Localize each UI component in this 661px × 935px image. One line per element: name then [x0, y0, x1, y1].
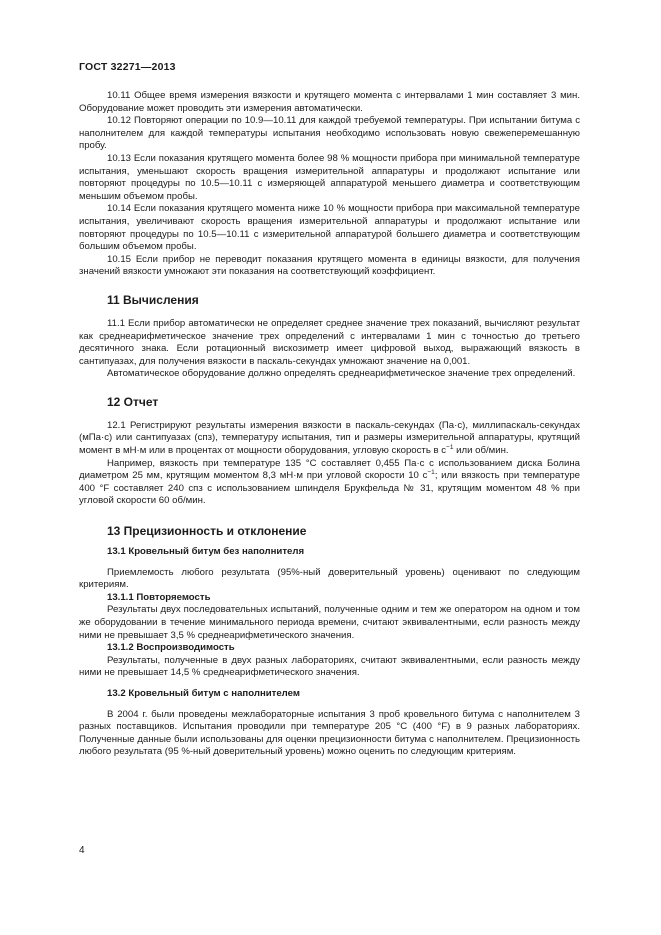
paragraph-13-1: Приемлемость любого результата (95%-ный доверительный уровень) оценивают по следующим критериям.: [79, 566, 580, 591]
paragraph-11-1: 11.1 Если прибор автоматически не определяет среднее значение трех показаний, вычисляют результат как среднеарифметическое значение трех определений с интервалами 1 мин с точностью до третьего десятичного знака. Если ротационный вискозиметр имеет цифровой выход, выражающий вязкость в сантипуазах, для получения вязкости в паскаль-секундах умножают значение на 0,001.: [79, 317, 580, 367]
paragraph-10-13: 10.13 Если показания крутящего момента более 98 % мощности прибора при минимальной температуре испытания, уменьшают скорость вращения измерительной аппаратуры и продолжают испытание или повторяют процедуры по 10.5—10.11 с измеряющей аппаратурой меньшего диаметра и соответствующим меньшим объемом пробы.: [79, 152, 580, 202]
paragraph-12-1: [79, 420, 580, 458]
paragraph-10-14: 10.14 Если показания крутящего момента ниже 10 % мощности прибора при максимальной температуре испытания, увеличивают скорость вращения измерительной аппаратуры и продолжают испытание или повторяют процедуры по 10.5—10.11 с измерительной аппаратурой большего диаметра и соответствующим большим объемом пробы.: [79, 203, 580, 253]
page-number: 4: [79, 845, 85, 856]
paragraph-12-example-b: ; или вязкость при температуре 400 °F составляет 240 спз с использованием шпинделя Брукфельда № 31, крутящим моментом 48 % при угловой скорости 60 об/мин.: [79, 470, 580, 507]
section-13-1-title: 13.1 Кровельный битум без наполнителя: [107, 546, 305, 558]
paragraph-10-12: 10.12 Повторяют операции по 10.9—10.11 для каждой требуемой температуры. При испытании битума с наполнителем для каждой температуры испытания необходимо использовать новую свежеперемешанную пробу.: [79, 115, 580, 152]
page-content: [79, 90, 580, 759]
section-13-2-title: 13.2 Кровельный битум с наполнителем: [107, 687, 300, 699]
paragraph-12-1-end: или об/мин.: [453, 445, 509, 457]
paragraph-13-1-2: Результаты, полученные в двух разных лабораториях, считают эквивалентными, если разность между ними не превышает 14,5 % среднеарифметического значения.: [79, 654, 580, 679]
section-13-title: 13 Прецизионность и отклонение: [107, 524, 307, 539]
section-13-1-2-title: 13.1.2 Воспроизводимость: [107, 642, 235, 654]
paragraph-12-example-a: Например, вязкость при температуре 135 °С составляет 0,455 Па·с с использованием диска Болина диаметром 25 мм, крутящим моментом 8,3 мН·м при угловой скорости 10 с: [79, 457, 580, 482]
section-11-title: 11 Вычисления: [107, 292, 199, 307]
paragraph-10-11: 10.11 Общее время измерения вязкости и крутящего момента с интервалами 1 мин составляет 3 мин. Оборудование может проводить эти измерения автоматически.: [79, 90, 580, 114]
section-12-title: 12 Отчет: [107, 394, 159, 409]
paragraph-12-example-sup: −1: [427, 469, 435, 477]
standard-header: ГОСТ 32271—2013: [79, 61, 176, 73]
paragraph-12-example: [79, 458, 580, 508]
paragraph-10-15: 10.15 Если прибор не переводит показания крутящего момента в единицы вязкости, для получения значений вязкости умножают эти показания на соответствующий коэффициент.: [79, 253, 580, 278]
paragraph-12-1-sup: −1: [446, 443, 454, 451]
paragraph-13-1-1: Результаты двух последовательных испытаний, полученные одним и тем же оператором на одном и том же оборудовании в течение минимального периода времени, считают эквивалентными, если разность между ними не превышает 3,5 % среднеарифметического значения.: [79, 604, 580, 641]
paragraph-12-1-text: 12.1 Регистрируют результаты измерения вязкости в паскаль-секундах (Па·с), миллипаскаль-секундах (мПа·с) или сантипуазах (спз), температуру испытания, тип и размеры измерительной аппаратуры, крутящий момент в мН·м или в процентах от мощности оборудования, угловую скорость в с: [79, 419, 580, 457]
section-13-1-1-title: 13.1.1 Повторяемость: [107, 591, 211, 603]
paragraph-11-auto: Автоматическое оборудование должно определять среднеарифметическое значение трех определений.: [107, 368, 576, 380]
paragraph-13-2: В 2004 г. были проведены межлабораторные испытания 3 проб кровельного битума с наполнителем 3 разных поставщиков. Испытания проводили при температуре 205 °С (400 °F) в 9 разных лабораториях. Полученные данные были использованы для оценки прецизионности битума с наполнителем. Прецизионность любого результата (95 %-ный доверительный уровень) можно оценить по следующим критериям.: [79, 708, 580, 758]
